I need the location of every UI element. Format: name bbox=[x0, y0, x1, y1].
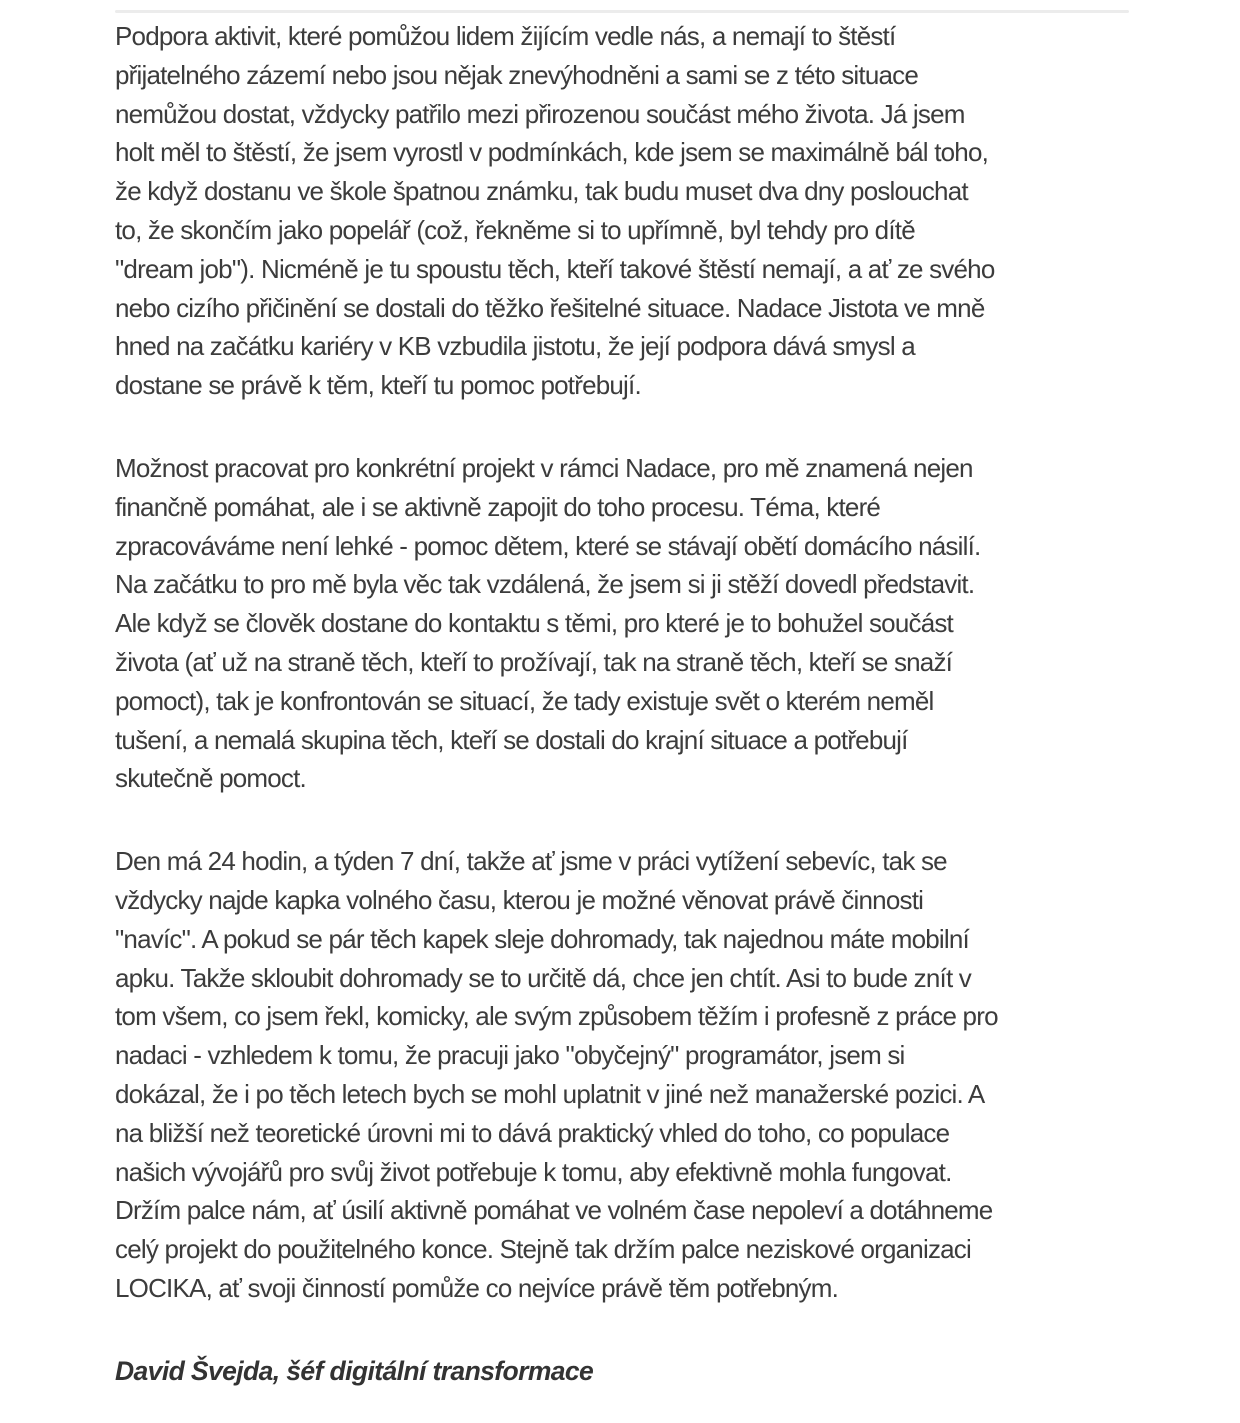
article-body bbox=[115, 17, 1129, 1391]
author-signature: David Švejda, šéf digitální transformace bbox=[115, 1355, 594, 1386]
article-paragraph-3: Den má 24 hodin, a týden 7 dní, takže ať jsme v práci vytížení sebevíc, tak se vždycky najde kapka volného času, kterou je možné věnovat právě činnosti "navíc". A pokud se pár těch kapek sleje dohromady, tak najednou máte mobilní apku. Takže skloubit dohromady se to určitě dá, chce jen chtít. Asi to bude znít v tom všem, co jsem řekl, komicky, ale svým způsobem těžím i profesně z práce pro nadaci - vzhledem k tomu, že pracuji jako "obyčejný" programátor, jsem si dokázal, že i po těch letech bych se mohl uplatnit v jiné než manažerské pozici. A na bližší než teoretické úrovni mi to dává praktický vhled do toho, co populace našich vývojářů pro svůj život potřebuje k tomu, aby efektivně mohla fungovat. Držím palce nám, ať úsilí aktivně pomáhat ve volném čase nepoleví a dotáhneme celý projekt do použitelného konce. Stejně tak držím palce neziskové organizaci LOCIKA, ať svoji činností pomůže co nejvíce právě těm potřebným. bbox=[115, 846, 998, 1303]
article-paragraph-1: Podpora aktivit, které pomůžou lidem žijícím vedle nás, a nemají to štěstí přijatelného zázemí nebo jsou nějak znevýhodněni a sami se z této situace nemůžou dostat, vždycky patřilo mezi přirozenou součást mého života. Já jsem holt měl to štěstí, že jsem vyrostl v podmínkách, kde jsem se maximálně bál toho, že když dostanu ve škole špatnou známku, tak budu muset dva dny poslouchat to, že skončím jako popelář (což, řekněme si to upřímně, byl tehdy pro dítě "dream job"). Nicméně je tu spoustu těch, kteří takové štěstí nemají, a ať ze svého nebo cizího přičinění se dostali do těžko řešitelné situace. Nadace Jistota ve mně hned na začátku kariéry v KB vzbudila jistotu, že její podpora dává smysl a dostane se právě k těm, kteří tu pomoc potřebují. bbox=[115, 21, 995, 401]
article-content-column bbox=[115, 10, 1129, 1391]
section-divider bbox=[115, 10, 1129, 13]
article-paragraph-2: Možnost pracovat pro konkrétní projekt v rámci Nadace, pro mě znamená nejen finančně pomáhat, ale i se aktivně zapojit do toho procesu. Téma, které zpracováváme není lehké - pomoc dětem, které se stávají obětí domácího násilí. Na začátku to pro mě byla věc tak vzdálená, že jsem si ji stěží dovedl představit. Ale když se člověk dostane do kontaktu s těmi, pro které je to bohužel součást života (ať už na straně těch, kteří to prožívají, tak na straně těch, kteří se snaží pomoct), tak je konfrontován se situací, že tady existuje svět o kterém neměl tušení, a nemalá skupina těch, kteří se dostali do krajní situace a potřebují skutečně pomoct. bbox=[115, 452, 981, 794]
